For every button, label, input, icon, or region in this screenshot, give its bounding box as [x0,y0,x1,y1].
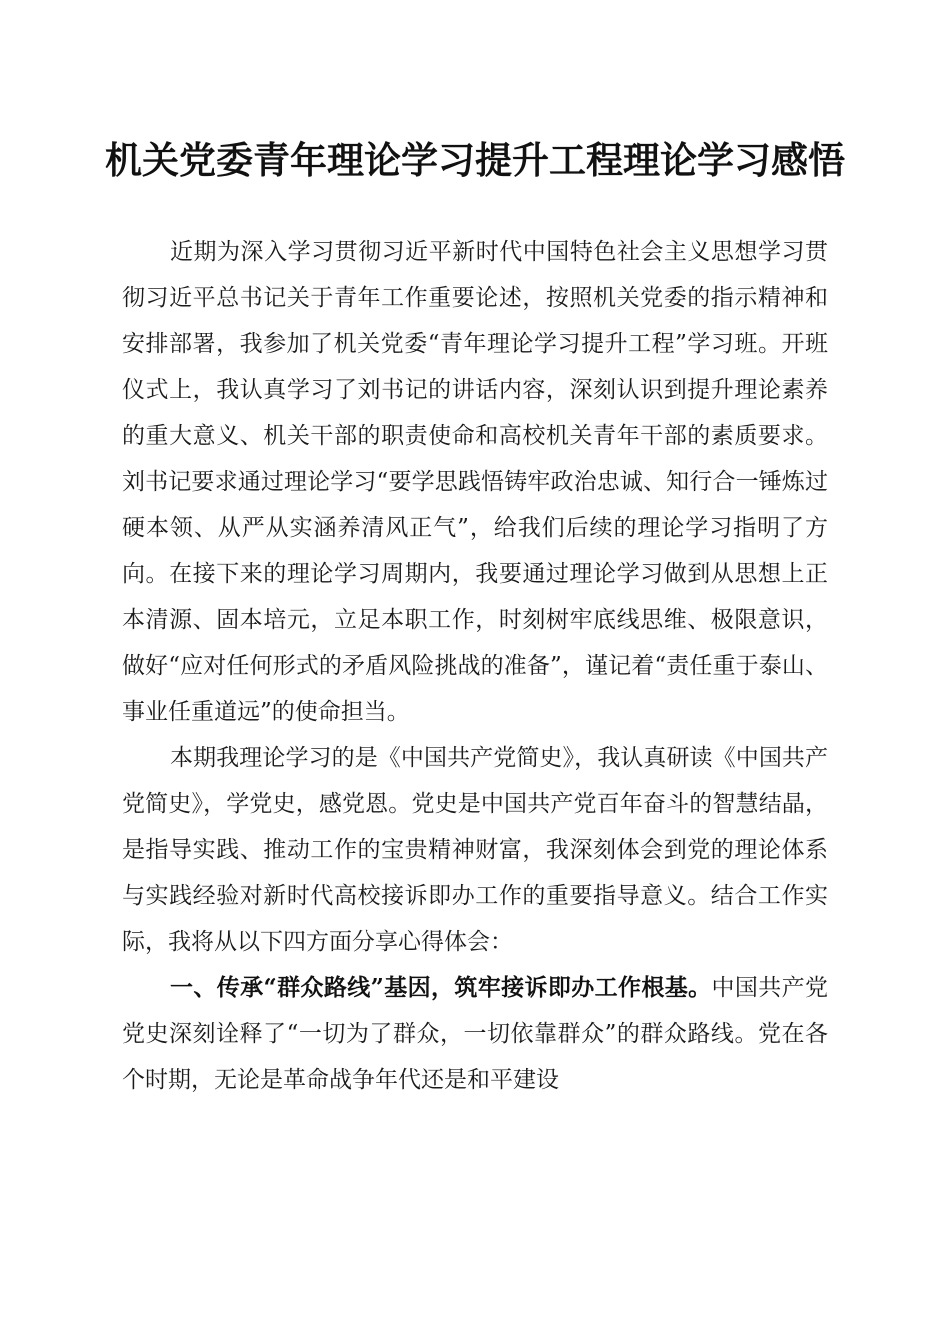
paragraph-study-book [122,735,828,965]
document-body [122,229,828,1103]
document-title: 机关党委青年理论学习提升工程理论学习感悟 [105,138,845,182]
paragraph-section-one [122,965,828,1103]
section-heading-one: 一、传承“群众路线”基因，筑牢接诉即办工作根基。 [170,974,712,1001]
paragraph-intro [122,229,828,735]
paragraph-text: 本期我理论学习的是《中国共产党简史》，我认真研读《中国共产党简史》，学党史，感党恩。党史是中国共产党百年奋斗的智慧结晶，是指导实践、推动工作的宝贵精神财富，我深刻体会到党的理论体系与实践经验对新时代高校接诉即办工作的重要指导意义。结合工作实际，我将从以下四方面分享心得体会： [122,745,828,955]
paragraph-text: 中国共产党党史深刻诠释了“一切为了群众，一切依靠群众”的群众路线。党在各个时期，无论是革命战争年代还是和平建设 [122,975,829,1093]
paragraph-text: 近期为深入学习贯彻习近平新时代中国特色社会主义思想学习贯彻习近平总书记关于青年工作重要论述，按照机关党委的指示精神和安排部署，我参加了机关党委“青年理论学习提升工程”学习班。开班仪式上，我认真学习了刘书记的讲话内容，深刻认识到提升理论素养的重大意义、机关干部的职责使命和高校机关青年干部的素质要求。刘书记要求通过理论学习“要学思践悟铸牢政治忠诚、知行合一锤炼过硬本领、从严从实涵养清风正气”，给我们后续的理论学习指明了方向。在接下来的理论学习周期内，我要通过理论学习做到从思想上正本清源、固本培元，立足本职工作，时刻树牢底线思维、极限意识，做好“应对任何形式的矛盾风险挑战的准备”，谨记着“责任重于泰山、事业任重道远”的使命担当。 [122,239,828,725]
